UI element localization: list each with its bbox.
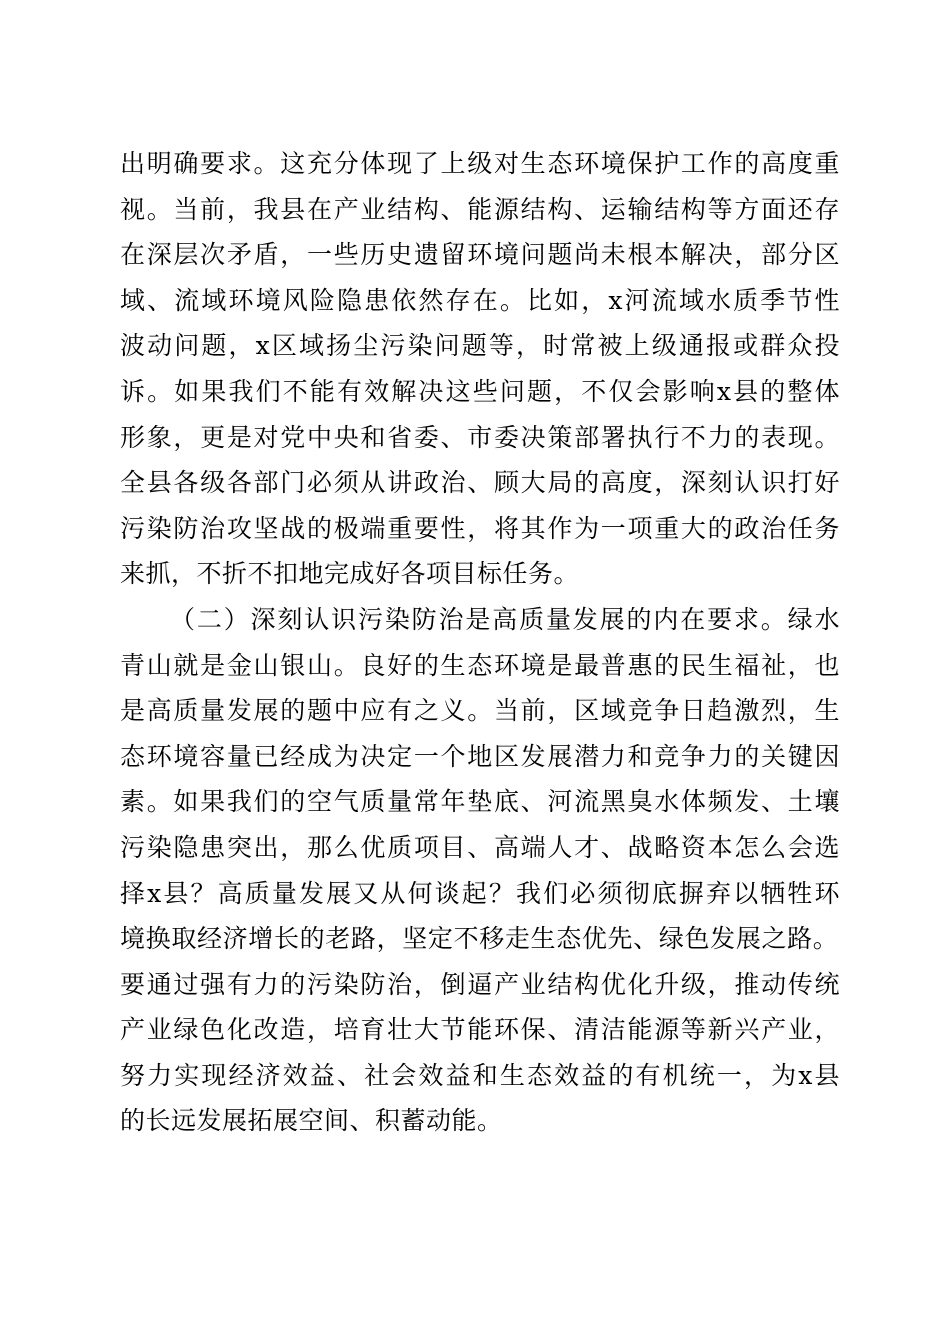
text-line: 在深层次矛盾，一些历史遗留环境问题尚未根本解决，部分区 <box>120 240 840 270</box>
text-line: 波动问题，x区域扬尘污染问题等，时常被上级通报或群众投 <box>120 331 840 361</box>
text-line: 出明确要求。这充分体现了上级对生态环境保护工作的高度重 <box>120 149 840 178</box>
paragraph-2 <box>120 597 840 1144</box>
text-line: 视。当前，我县在产业结构、能源结构、运输结构等方面还存 <box>120 194 840 224</box>
paragraph-1 <box>120 141 840 597</box>
text-line: 择x县？高质量发展又从何谈起？我们必须彻底摒弃以牺牲环 <box>120 878 840 908</box>
text-line: 全县各级各部门必须从讲政治、顾大局的高度，深刻认识打好 <box>120 468 840 498</box>
text-line: 来抓，不折不扣地完成好各项目标任务。 <box>120 559 580 589</box>
text-line: （二）深刻认识污染防治是高质量发展的内在要求。绿水 <box>170 604 840 634</box>
text-line: 是高质量发展的题中应有之义。当前，区域竞争日趋激烈，生 <box>120 696 840 726</box>
text-line: 态环境容量已经成为决定一个地区发展潜力和竞争力的关键因 <box>120 741 840 771</box>
text-line: 污染防治攻坚战的极端重要性，将其作为一项重大的政治任务 <box>120 513 840 543</box>
text-line: 要通过强有力的污染防治，倒逼产业结构优化升级，推动传统 <box>120 969 840 999</box>
text-line: 的长远发展拓展空间、积蓄动能。 <box>120 1106 503 1136</box>
text-line: 产业绿色化改造，培育壮大节能环保、清洁能源等新兴产业， <box>120 1015 840 1045</box>
text-line: 域、流域环境风险隐患依然存在。比如，x河流域水质季节性 <box>120 285 840 315</box>
text-line: 素。如果我们的空气质量常年垫底、河流黑臭水体频发、土壤 <box>120 787 840 817</box>
document-body <box>120 141 840 1144</box>
text-line: 污染隐患突出，那么优质项目、高端人才、战略资本怎么会选 <box>120 832 840 862</box>
text-line: 努力实现经济效益、社会效益和生态效益的有机统一，为x县 <box>120 1060 840 1090</box>
text-line: 青山就是金山银山。良好的生态环境是最普惠的民生福祉，也 <box>120 650 840 680</box>
text-line: 境换取经济增长的老路，坚定不移走生态优先、绿色发展之路。 <box>120 924 838 954</box>
text-line: 形象，更是对党中央和省委、市委决策部署执行不力的表现。 <box>120 422 840 452</box>
text-line: 诉。如果我们不能有效解决这些问题，不仅会影响x县的整体 <box>120 376 840 406</box>
